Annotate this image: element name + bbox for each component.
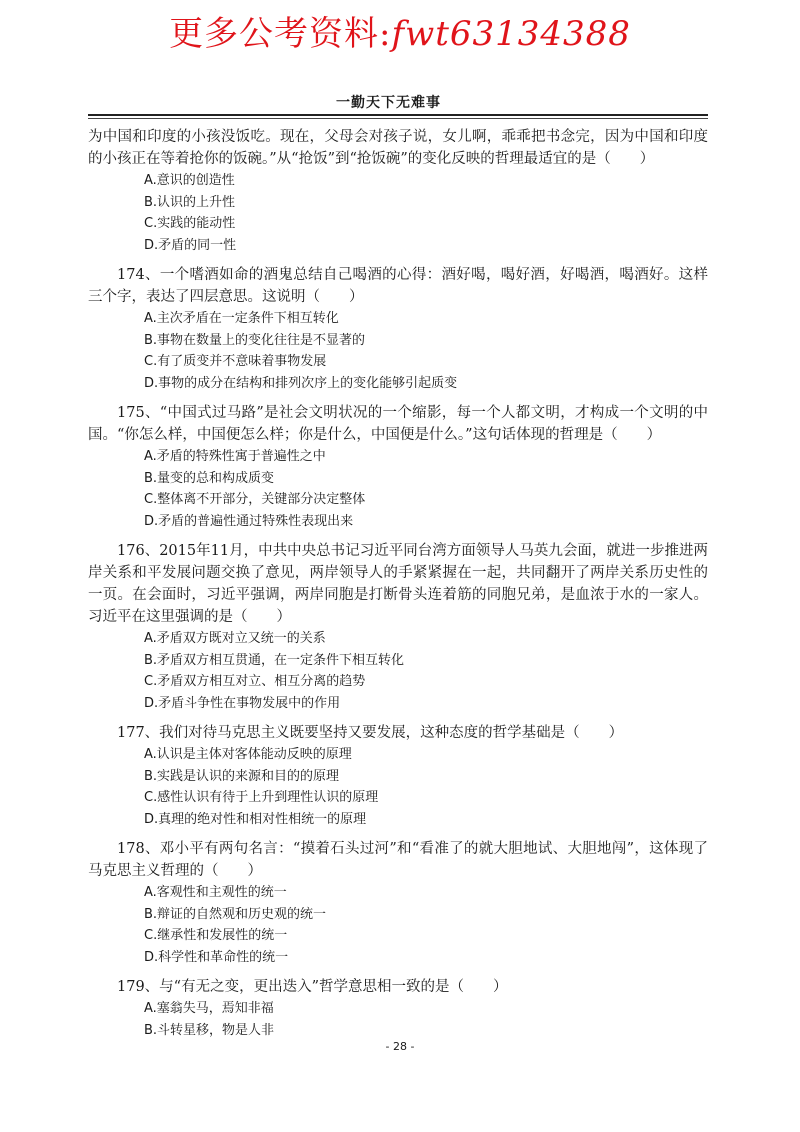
question-178 [88, 838, 708, 968]
option-b: B.辩证的自然观和历史观的统一 [144, 906, 327, 922]
option-b: B.认识的上升性 [144, 194, 236, 210]
question-173 [88, 126, 708, 256]
banner-handle: fwt63134388 [391, 14, 631, 54]
option-b: B.矛盾双方相互贯通，在一定条件下相互转化 [144, 652, 405, 668]
question-stem: 179、与“有无之变，更出迭入”哲学意思相一致的是（ ） [117, 979, 508, 995]
question-176 [88, 540, 708, 714]
option-d: D.事物的成分在结构和排列次序上的变化能够引起质变 [144, 375, 458, 391]
option-c: C.实践的能动性 [144, 216, 236, 231]
question-stem: 为中国和印度的小孩没饭吃。现在，父母会对孩子说，女儿啊，乖乖把书念完，因为中国和印度的小孩正在等着抢你的饭碗。”从“抢饭”到“抢饭碗”的变化反映的哲理最适宜的是（ ） [88, 129, 708, 167]
option-d: D.真理的绝对性和相对性相统一的原理 [144, 811, 367, 827]
question-list [88, 126, 708, 1049]
option-c: C.矛盾双方相互对立、相互分离的趋势 [144, 674, 366, 689]
option-a: A.认识是主体对客体能动反映的原理 [144, 747, 352, 762]
option-c: C.感性认识有待于上升到理性认识的原理 [144, 790, 379, 805]
option-d: D.科学性和革命性的统一 [144, 949, 289, 965]
header-rule [88, 114, 708, 116]
page-header: 一勤天下无难事 [336, 95, 441, 111]
question-179 [88, 976, 708, 1041]
option-a: A.矛盾的特殊性寓于普遍性之中 [144, 449, 326, 464]
option-a: A.意识的创造性 [144, 173, 235, 188]
option-a: A.矛盾双方既对立又统一的关系 [144, 631, 326, 646]
option-a: A.主次矛盾在一定条件下相互转化 [144, 311, 339, 326]
option-b: B.实践是认识的来源和目的的原理 [144, 768, 340, 784]
question-177 [88, 722, 708, 830]
question-stem: 177、我们对待马克思主义既要坚持又要发展，这种态度的哲学基础是（ ） [117, 725, 624, 741]
question-stem: 178、邓小平有两句名言：“摸着石头过河”和“看准了的就大胆地试、大胆地闯”，这体现了马克思主义哲理的（ ） [88, 841, 708, 879]
option-d: D.矛盾的同一性 [144, 237, 237, 253]
option-b: B.事物在数量上的变化往往是不显著的 [144, 332, 366, 348]
banner-text: 更多公考资料: [169, 14, 392, 54]
option-c: C.有了质变并不意味着事物发展 [144, 354, 327, 369]
option-c: C.继承性和发展性的统一 [144, 928, 288, 943]
promo-banner [0, 6, 800, 55]
question-stem: 176、2015年11月，中共中央总书记习近平同台湾方面领导人马英九会面，就进一步推进两岸关系和平发展问题交换了意见，两岸领导人的手紧紧握在一起，共同翻开了两岸关系历史性的一页。在会面时，习近平强调，两岸同胞是打断骨头连着筋的同胞兄弟，是血浓于水的一家人。习近平在这里强调的是（ ） [88, 543, 708, 625]
question-175 [88, 402, 708, 532]
question-stem: 174、一个嗜酒如命的酒鬼总结自己喝酒的心得：酒好喝，喝好酒，好喝酒，喝酒好。这样三个字，表达了四层意思。这说明（ ） [88, 267, 708, 305]
option-b: B.量变的总和构成质变 [144, 470, 275, 486]
option-b: B.斗转星移，物是人非 [144, 1022, 275, 1038]
option-a: A.客观性和主观性的统一 [144, 885, 287, 900]
option-c: C.整体离不开部分，关键部分决定整体 [144, 492, 366, 507]
option-d: D.矛盾斗争性在事物发展中的作用 [144, 695, 341, 711]
question-174 [88, 264, 708, 394]
option-a: A.塞翁失马，焉知非福 [144, 1001, 274, 1016]
option-d: D.矛盾的普遍性通过特殊性表现出来 [144, 513, 354, 529]
page-number: - 28 - [385, 1040, 415, 1053]
header-rule-thin [88, 118, 708, 119]
question-stem: 175、“中国式过马路”是社会文明状况的一个缩影，每一个人都文明，才构成一个文明的中国。“你怎么样，中国便怎么样；你是什么，中国便是什么。”这句话体现的哲理是（ ） [88, 405, 708, 443]
